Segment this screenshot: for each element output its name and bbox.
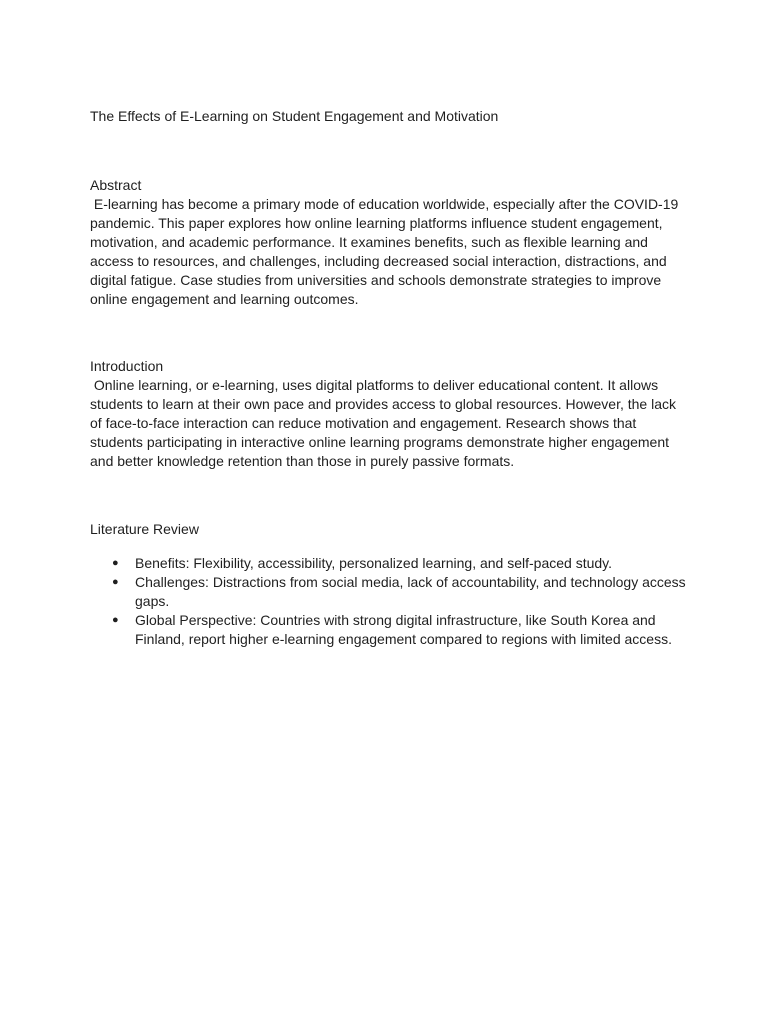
list-item-text: Global Perspective: Countries with strong digital infrastructure, like South Korea and Finland, report higher e-learning engagement compared to regions with limited access. xyxy=(135,612,672,647)
list-item-text: Challenges: Distractions from social media, lack of accountability, and technology access gaps. xyxy=(135,574,686,609)
introduction-heading: Introduction xyxy=(90,358,164,374)
bullet-icon: ● xyxy=(112,576,119,588)
list-item xyxy=(90,554,690,573)
abstract-heading: Abstract xyxy=(90,177,142,193)
abstract-body: E-learning has become a primary mode of education worldwide, especially after the COVID-19 pandemic. This paper explores how online learning platforms influence student engagement, motivation, and academic performance. It examines benefits, such as flexible learning and access to resources, and challenges, including decreased social interaction, distractions, and digital fatigue. Case studies from universities and schools demonstrate strategies to improve online engagement and learning outcomes. xyxy=(90,196,683,307)
document-title: The Effects of E-Learning on Student Engagement and Motivation xyxy=(90,108,499,124)
list-item xyxy=(90,611,690,649)
list-item xyxy=(90,573,690,611)
introduction-body: Online learning, or e-learning, uses digital platforms to deliver educational content. It allows students to learn at their own pace and provides access to global resources. However, the lack of face-to-face interaction can reduce motivation and engagement. Research shows that students participating in interactive online learning programs demonstrate higher engagement and better knowledge retention than those in purely passive formats. xyxy=(90,377,680,469)
bullet-icon: ● xyxy=(112,557,119,569)
literature-review-heading: Literature Review xyxy=(90,521,199,537)
list-item-text: Benefits: Flexibility, accessibility, personalized learning, and self-paced study. xyxy=(135,555,613,571)
bullet-icon: ● xyxy=(112,614,119,626)
literature-review-list xyxy=(90,554,690,649)
